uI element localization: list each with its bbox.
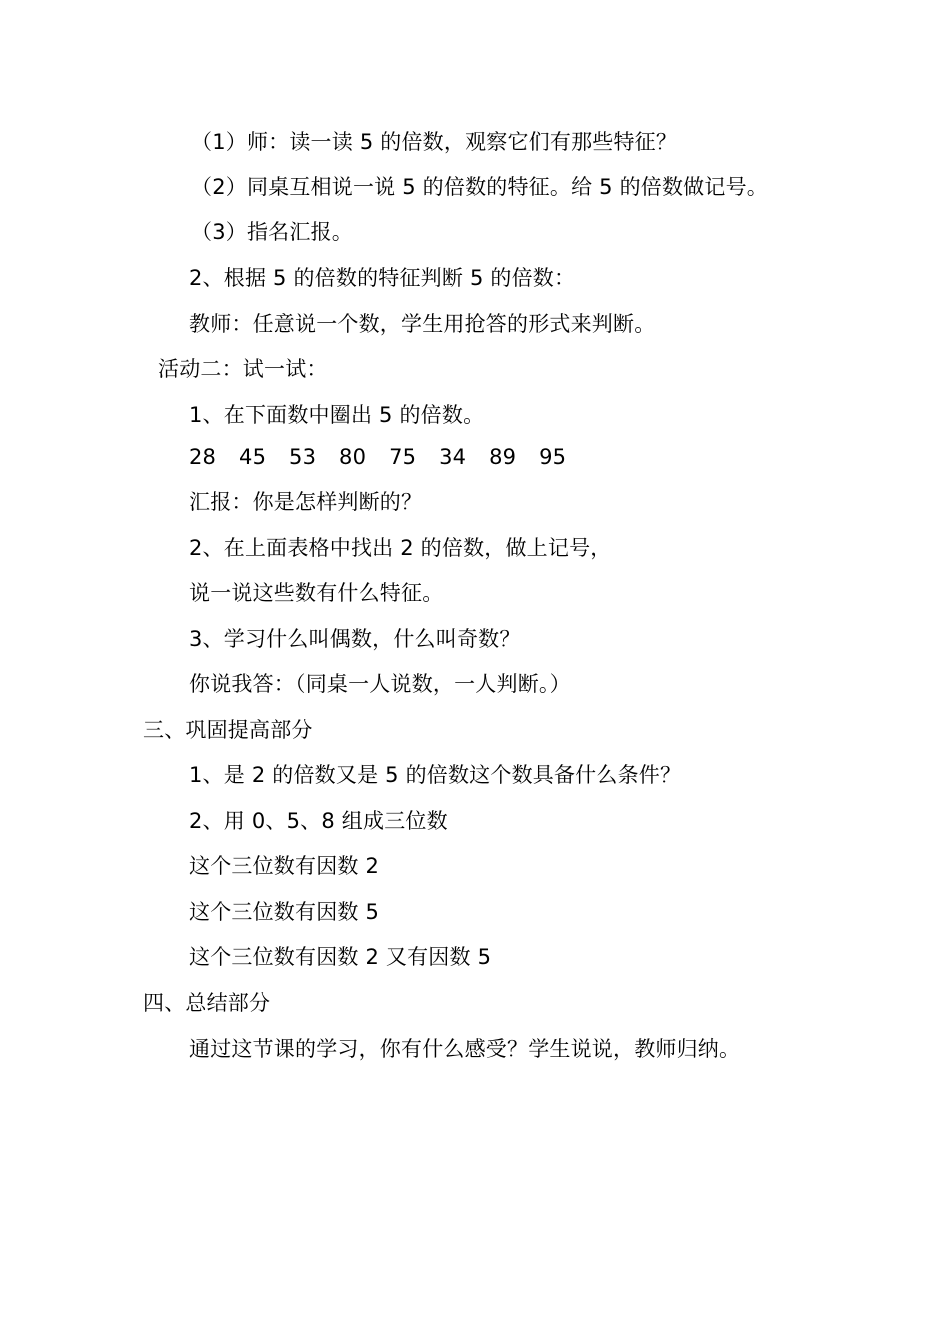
paragraph-desk-mate-discuss: （2）同桌互相说一说 5 的倍数的特征。给 5 的倍数做记号。 bbox=[191, 175, 768, 199]
number-item: 34 bbox=[439, 445, 467, 469]
number-item: 89 bbox=[489, 445, 517, 469]
heading-activity-two: 活动二：试一试： bbox=[158, 357, 328, 381]
paragraph-find-multiples-of-two: 2、在上面表格中找出 2 的倍数，做上记号， bbox=[189, 536, 612, 560]
paragraph-factor-five: 这个三位数有因数 5 bbox=[189, 900, 380, 924]
paragraph-factor-two: 这个三位数有因数 2 bbox=[189, 854, 380, 878]
paragraph-factor-two-and-five: 这个三位数有因数 2 又有因数 5 bbox=[189, 945, 492, 969]
paragraph-teacher-quiz: 教师：任意说一个数，学生用抢答的形式来判断。 bbox=[189, 312, 656, 336]
number-item: 53 bbox=[289, 445, 317, 469]
number-list bbox=[189, 442, 566, 472]
paragraph-you-say-i-answer: 你说我答：（同桌一人说数，一人判断。） bbox=[189, 672, 571, 696]
paragraph-three-digit: 2、用 0、5、8 组成三位数 bbox=[189, 809, 448, 833]
paragraph-summary: 通过这节课的学习，你有什么感受？学生说说，教师归纳。 bbox=[189, 1037, 741, 1061]
paragraph-judge-multiples: 2、根据 5 的倍数的特征判断 5 的倍数： bbox=[189, 266, 576, 290]
number-item: 45 bbox=[239, 445, 267, 469]
number-item: 28 bbox=[189, 445, 217, 469]
paragraph-circle-multiples: 1、在下面数中圈出 5 的倍数。 bbox=[189, 403, 485, 427]
number-item: 80 bbox=[339, 445, 367, 469]
paragraph-even-odd: 3、学习什么叫偶数，什么叫奇数？ bbox=[189, 627, 521, 651]
paragraph-teacher-read: （1）师：读一读 5 的倍数，观察它们有那些特征？ bbox=[191, 130, 678, 154]
number-item: 75 bbox=[389, 445, 417, 469]
number-item: 95 bbox=[539, 445, 567, 469]
paragraph-report: （3）指名汇报。 bbox=[191, 220, 353, 244]
paragraph-conditions: 1、是 2 的倍数又是 5 的倍数这个数具备什么条件？ bbox=[189, 763, 682, 787]
paragraph-report-how: 汇报：你是怎样判断的？ bbox=[189, 490, 423, 514]
paragraph-describe-features: 说一说这些数有什么特征。 bbox=[189, 581, 444, 605]
heading-summary: 四、总结部分 bbox=[143, 991, 271, 1015]
heading-consolidation: 三、巩固提高部分 bbox=[143, 718, 313, 742]
